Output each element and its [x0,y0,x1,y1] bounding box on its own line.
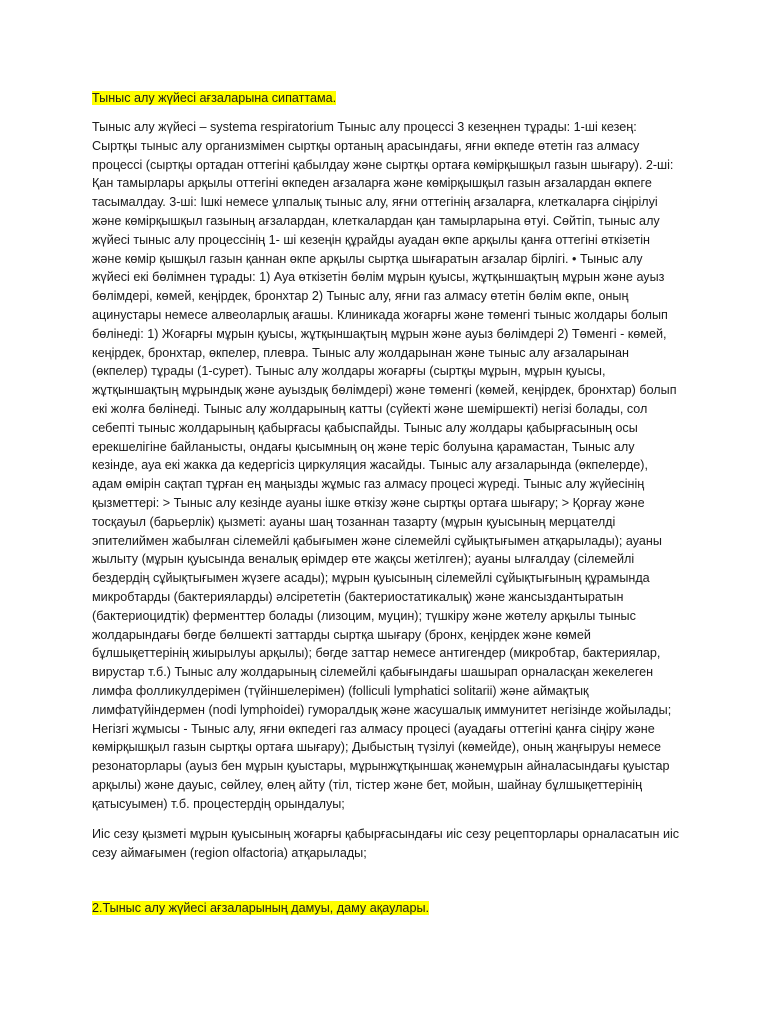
body-paragraph-main: Тыныс алу жүйесі – systema respiratorium Тыныс алу процессі 3 кезеңнен тұрады: 1-ші кезең: Сыртқы тыныс алу организмімен сыртқы ортаның арасындағы, яғни өкпеде өтетін газ алмасу процессі (сыртқы ортадан оттегіні қабылдау және сыртқы ортаға көмірқышқыл газын шығару). 2-ші: Қан тамырлары арқылы оттегіні өкпеден ағзаларға және көмірқышқыл газын ағзалардан өкпеге тасымалдау. 3-ші: Ішкі немесе ұлпалық тыныс алу, яғни оттегінің ағзаларға, клеткаларға сіңірілуі және көмірқышқыл газының ағзалардан, клеткалардан қан тамырларына өтуі. Сөйтіп, тыныс алу жүйесі тыныс алу процессінің 1- ші кезеңін құрайды ауадан өкпе арқылы қанға оттегіні өткізетін және көмір қышқыл газын қаннан өкпе арқылы сыртқа шығаратын ағзалар бірлігі. • Тыныс алу жүйесі екі бөлімнен тұрады: 1) Ауа өткізетін бөлім мұрын қуысы, жұтқыншақтың мұрын және ауыз бөлімдері, көмей, кеңірдек, бронхтар 2) Тыныс алу, яғни газ алмасу өтетін бөлім өкпе, оның ацинустары немесе алвеоларлық ағашы. Клиникада жоғарғы және төменгі тыныс жолдары болып бөлінеді: 1) Жоғарғы мұрын қуысы, жұтқыншақтың мұрын және ауыз бөлімдері 2) Төменгі - көмей, кеңірдек, бронхтар, өкпелер, плевра. Тыныс алу жолдарынан және тыныс алу ағзаларынан (өкпелер) тұрады (1-сурет). Тыныс алу жолдары жоғарғы (сыртқы мұрын, мұрын қуысы, жұтқыншақтың мұрындық және ауыздық бөлімдері) және төменгі (көмей, кеңірдек, бронхтар) болып екі жолға бөлінеді. Тыныс алу жолдарының катты (сүйекті және шеміршекті) негізі болады, сол себепті тыныс жолдарының қабырғасы қабыспайды. Тыныс алу жолдары қабырғасының осы ерекшелігіне байланысты, ондағы қысымның оң және теріс болуына қарамастан, Тыныс алу кезінде, ауа екі жакка да кедергісіз циркуляция жасайды. Тыныс алу ағзаларында (өкпелерде), адам өмірін сақтап тұрған ең маңызды жұмыс газ алмасу процесі жүреді. Тыныс алу жүйесінің қызметтері: > Тыныс алу кезінде ауаны ішке өткізу және сыртқы ортаға шығару; > Қорғау және тосқауыл (барьерлік) қызметі: ауаны шаң тозаннан тазарту (мұрын қуысының мерцателді эпителиймен жабылған сілемейлі қабығымен және сілемейлі сұйықтығымен атқарылады); ауаны жылыту (мұрын қуысында веналық өрімдер өте жақсы жетілген); ауаны ылғалдау (сілемейлі бездердің сұйықтығымен жүзеге асады); мұрын қуысының сілемейлі сұйықтығының құрамында микробтарды (бактерияларды) әлсірететін (бактериостатикалық) және жансыздантыратын (бактериоцидтік) ферменттер болады (лизоцим, муцин); түшкіру және жөтелу арқылы тыныс жолдарындағы бөгде бөлшекті заттарды сыртқа шығару (бронх, кеңірдек және көмей бұлшықеттерінің жиырылуы арқылы); бөгде заттар немесе антигендер (микробтар, бактериялар, вирустар т.б.) Тыныс алу жолдарының сілемейлі қабығындағы шашырап орналасқан жекелеген лимфа фолликулдерімен (түйіншелерімен) (folliculi lymphatici solitarii) және аймақтық лимфатүйіндермен (nodi lymphoidei) гуморалдық және жасушалық иммунитет негізінде жойылады; Негізгі жұмысы - Тыныс алу, яғни өкпедегі газ алмасу процесі (ауадағы оттегіні қанға сіңіру және көмірқышқыл газын сыртқы ортаға шығару); Дыбыстың түзілуі (көмейде), оның жаңғыруы немесе резонаторлары (ауыз бен мұрын қуыстары, мұрынжұтқыншақ жәнемұрын айналасындағы қуыстар арқылы) және дауыс, сөйлеу, өлең айту (тіл, тістер және бет, мойын, шайнау бұлшықеттерінің қатысуымен) т.б. процестердің орындалуы; [92,120,677,811]
highlighted-heading-text: 2.Тыныс алу жүйесі ағзаларының дамуы, даму ақаулары. [92,901,429,915]
section-heading-2 [92,899,429,917]
body-paragraph-olfaction: Иіс сезу қызметі мұрын қуысының жоғарғы қабырғасындағы иіс сезу рецепторлары орналасатын иіс сезу аймағымен (region olfactoria) атқарылады; [92,827,680,860]
highlighted-heading-text: Тыныс алу жүйесі ағзаларына сипаттама. [92,91,337,105]
section-heading-1 [92,89,336,107]
